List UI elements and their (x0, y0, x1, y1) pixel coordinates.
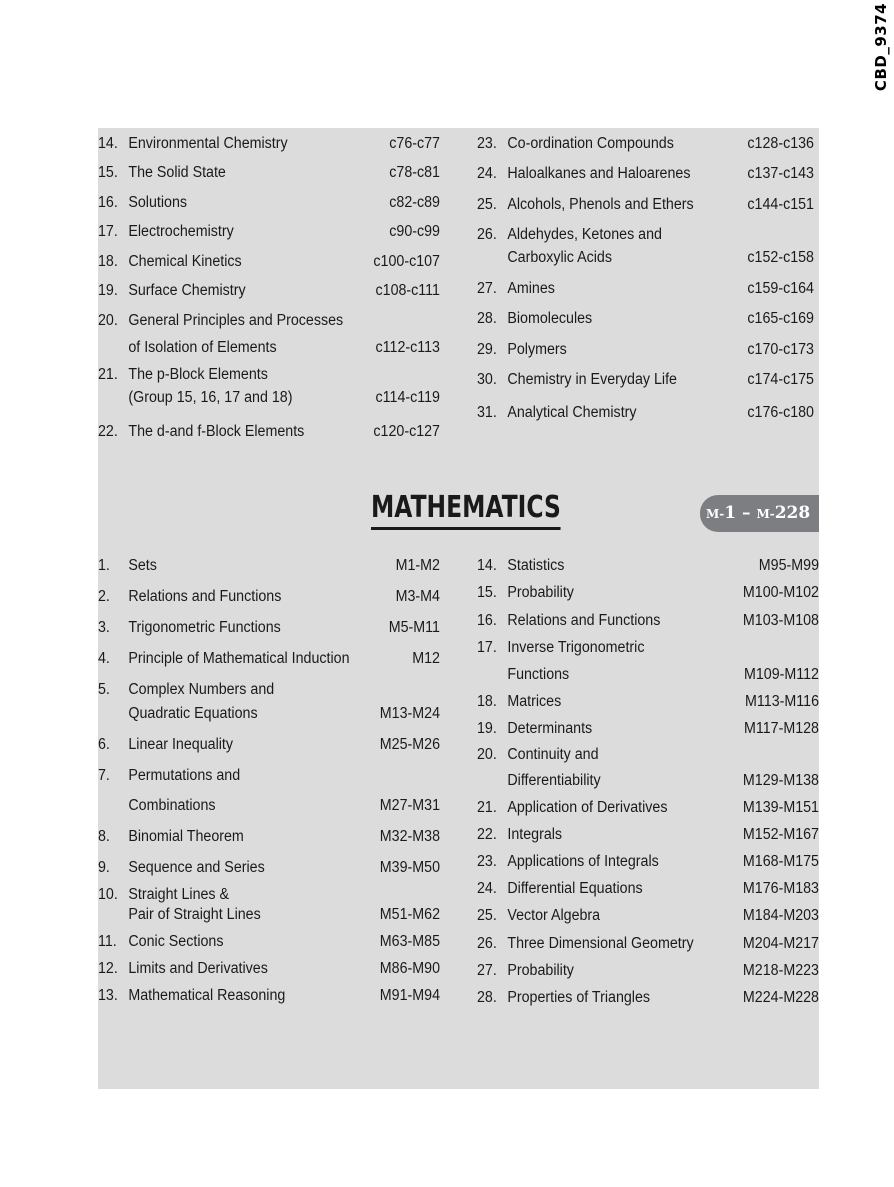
entry-title: Environmental Chemistry (128, 135, 288, 152)
entry-title: Complex Numbers and (128, 681, 275, 698)
entry-title: Haloalkanes and Haloarenes (507, 165, 691, 182)
entry-number: 20. (98, 312, 118, 329)
entry-number: 4. (98, 650, 110, 667)
entry-title: Inverse Trigonometric (507, 639, 645, 656)
entry-title: General Principles and Processes (128, 312, 344, 329)
entry-page-range: c165-c169 (747, 310, 814, 327)
entry-page-range: M109-M112 (743, 666, 819, 683)
entry-title: Biomolecules (507, 310, 593, 327)
entry-page-range: c176-c180 (747, 404, 814, 421)
entry-page-range: c100-c107 (373, 253, 440, 270)
entry-title: Vector Algebra (507, 907, 601, 924)
entry-number: 27. (477, 280, 497, 297)
entry-number: 15. (98, 164, 118, 181)
entry-page-range: c90-c99 (389, 223, 440, 240)
entry-number: 27. (477, 962, 497, 979)
entry-number: 2. (98, 588, 110, 605)
entry-number: 6. (98, 736, 110, 753)
entry-page-range: c144-c151 (747, 196, 814, 213)
entry-number: 23. (477, 853, 497, 870)
entry-number: 7. (98, 767, 110, 784)
entry-title: The Solid State (128, 164, 226, 181)
entry-title: Pair of Straight Lines (128, 906, 261, 923)
entry-title: Chemical Kinetics (128, 253, 242, 270)
entry-page-range: M32-M38 (379, 828, 440, 845)
entry-number: 19. (98, 282, 118, 299)
entry-page-range: c108-c111 (375, 282, 440, 299)
entry-title: Probability (507, 584, 574, 601)
entry-title: Mathematical Reasoning (128, 987, 286, 1004)
badge-prefix-end: M- (756, 507, 775, 521)
entry-number: 21. (98, 366, 118, 383)
entry-page-range: M129-M138 (742, 772, 819, 789)
entry-page-range: M152-M167 (742, 826, 819, 843)
entry-page-range: M117-M128 (743, 720, 819, 737)
badge-dash: – (736, 503, 757, 523)
entry-page-range: M51-M62 (379, 906, 440, 923)
entry-page-range: M27-M31 (379, 797, 440, 814)
entry-title: Co-ordination Compounds (507, 135, 674, 152)
entry-title: Surface Chemistry (128, 282, 246, 299)
entry-page-range: M224-M228 (742, 989, 819, 1006)
entry-page-range: c170-c173 (747, 341, 814, 358)
entry-title: Relations and Functions (507, 612, 661, 629)
entry-title: Matrices (507, 693, 562, 710)
entry-page-range: M103-M108 (742, 612, 819, 629)
entry-title: Polymers (507, 341, 567, 358)
badge-prefix-start: M- (706, 507, 725, 521)
entry-page-range: M63-M85 (379, 933, 440, 950)
entry-number: 5. (98, 681, 110, 698)
entry-number: 20. (477, 746, 497, 763)
badge-start-page: 1 (724, 503, 737, 523)
entry-number: 28. (477, 989, 497, 1006)
entry-title: Principle of Mathematical Induction (128, 650, 350, 667)
entry-title: Straight Lines & (128, 886, 230, 903)
entry-page-range: M91-M94 (379, 987, 440, 1004)
entry-title: Trigonometric Functions (128, 619, 281, 636)
entry-title: Differentiability (507, 772, 601, 789)
entry-title: Integrals (507, 826, 563, 843)
entry-title: Functions (507, 666, 570, 683)
entry-title: Applications of Integrals (507, 853, 659, 870)
entry-number: 12. (98, 960, 118, 977)
entry-number: 26. (477, 226, 497, 243)
entry-number: 13. (98, 987, 118, 1004)
entry-page-range: M95-M99 (758, 557, 819, 574)
entry-page-range: c114-c119 (375, 389, 440, 406)
entry-title: Determinants (507, 720, 593, 737)
entry-title: Sequence and Series (128, 859, 265, 876)
entry-page-range: c152-c158 (747, 249, 814, 266)
entry-title: Three Dimensional Geometry (507, 935, 694, 952)
entry-title: Linear Inequality (128, 736, 234, 753)
entry-title: Properties of Triangles (507, 989, 651, 1006)
entry-page-range: M139-M151 (742, 799, 819, 816)
entry-title: Amines (507, 280, 555, 297)
entry-page-range: c78-c81 (389, 164, 440, 181)
entry-number: 25. (477, 196, 497, 213)
entry-title: Differential Equations (507, 880, 643, 897)
entry-number: 14. (98, 135, 118, 152)
section-heading-mathematics: MATHEMATICS (371, 489, 561, 530)
entry-title: Probability (507, 962, 574, 979)
entry-title: Aldehydes, Ketones and (507, 226, 662, 243)
entry-number: 17. (98, 223, 118, 240)
entry-number: 22. (477, 826, 497, 843)
entry-number: 10. (98, 886, 118, 903)
entry-title: Permutations and (128, 767, 241, 784)
entry-page-range: M168-M175 (742, 853, 819, 870)
entry-title: Alcohols, Phenols and Ethers (507, 196, 694, 213)
entry-title: Statistics (507, 557, 565, 574)
entry-number: 8. (98, 828, 110, 845)
entry-number: 22. (98, 423, 118, 440)
entry-number: 17. (477, 639, 497, 656)
entry-page-range: M218-M223 (742, 962, 819, 979)
entry-number: 15. (477, 584, 497, 601)
entry-title: (Group 15, 16, 17 and 18) (128, 389, 293, 406)
entry-page-range: M113-M116 (745, 693, 819, 710)
entry-number: 11. (98, 933, 117, 950)
entry-page-range: c137-c143 (747, 165, 814, 182)
entry-title: of Isolation of Elements (128, 339, 277, 356)
entry-page-range: c112-c113 (375, 339, 440, 356)
entry-number: 14. (477, 557, 497, 574)
entry-title: Chemistry in Everyday Life (507, 371, 677, 388)
entry-number: 21. (477, 799, 497, 816)
entry-number: 16. (477, 612, 497, 629)
entry-number: 31. (477, 404, 497, 421)
entry-page-range: M100-M102 (742, 584, 819, 601)
entry-number: 18. (98, 253, 118, 270)
entry-title: The d-and f-Block Elements (128, 423, 305, 440)
entry-title: Quadratic Equations (128, 705, 258, 722)
entry-number: 16. (98, 194, 118, 211)
entry-page-range: M86-M90 (379, 960, 440, 977)
entry-title: Relations and Functions (128, 588, 282, 605)
entry-number: 24. (477, 880, 497, 897)
entry-number: 29. (477, 341, 497, 358)
page-code-label (870, 2, 892, 92)
entry-number: 1. (98, 557, 110, 574)
entry-number: 19. (477, 720, 497, 737)
entry-page-range: c159-c164 (747, 280, 814, 297)
entry-number: 3. (98, 619, 110, 636)
entry-title: Solutions (128, 194, 188, 211)
entry-page-range: M1-M2 (395, 557, 440, 574)
entry-title: Analytical Chemistry (507, 404, 637, 421)
badge-end-page: 228 (774, 503, 811, 523)
entry-title: Combinations (128, 797, 216, 814)
entry-page-range: M176-M183 (742, 880, 819, 897)
entry-page-range: M25-M26 (379, 736, 440, 753)
page-range-badge (700, 495, 819, 532)
entry-title: Continuity and (507, 746, 599, 763)
entry-page-range: c76-c77 (389, 135, 440, 152)
entry-number: 9. (98, 859, 110, 876)
entry-title: Electrochemistry (128, 223, 234, 240)
entry-title: Sets (128, 557, 157, 574)
entry-title: The p-Block Elements (128, 366, 268, 383)
entry-number: 23. (477, 135, 497, 152)
entry-title: Carboxylic Acids (507, 249, 612, 266)
entry-number: 26. (477, 935, 497, 952)
entry-page-range: c82-c89 (389, 194, 440, 211)
entry-page-range: M13-M24 (379, 705, 440, 722)
entry-number: 18. (477, 693, 497, 710)
entry-number: 28. (477, 310, 497, 327)
entry-number: 30. (477, 371, 497, 388)
entry-page-range: c120-c127 (373, 423, 440, 440)
entry-page-range: M204-M217 (742, 935, 819, 952)
entry-page-range: M39-M50 (379, 859, 440, 876)
entry-number: 25. (477, 907, 497, 924)
entry-title: Limits and Derivatives (128, 960, 268, 977)
entry-page-range: M184-M203 (742, 907, 819, 924)
entry-page-range: M12 (412, 650, 440, 667)
entry-title: Application of Derivatives (507, 799, 668, 816)
entry-title: Binomial Theorem (128, 828, 244, 845)
entry-page-range: M3-M4 (395, 588, 440, 605)
entry-number: 24. (477, 165, 497, 182)
entry-page-range: c128-c136 (747, 135, 814, 152)
page-code-text: CBD_9374 (872, 2, 890, 92)
entry-page-range: c174-c175 (747, 371, 814, 388)
entry-title: Conic Sections (128, 933, 224, 950)
entry-page-range: M5-M11 (388, 619, 440, 636)
